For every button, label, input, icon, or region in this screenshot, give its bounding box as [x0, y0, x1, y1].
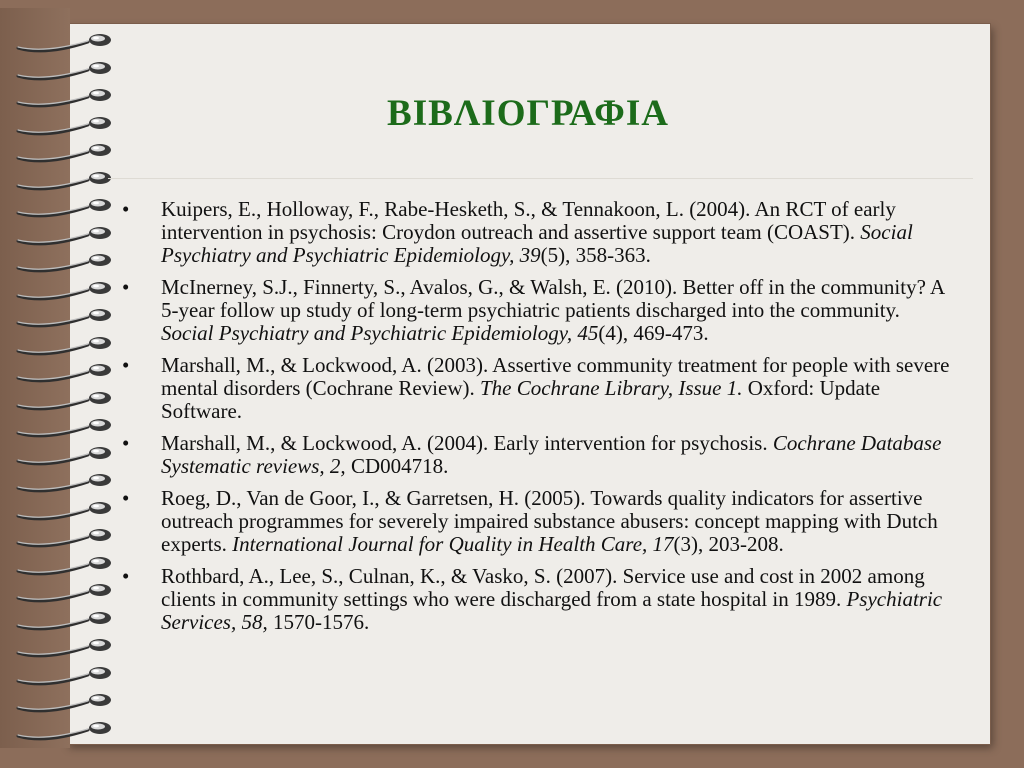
reference-text: Marshall, M., & Lockwood, A. (2003). Assertive community treatment for people with severe mental disorders (Cochrane Review). [161, 353, 950, 400]
spiral-ring-icon [14, 142, 114, 164]
reference-item [114, 354, 954, 423]
spiral-ring-icon [14, 692, 114, 714]
bullet-icon: • [122, 486, 130, 510]
reference-text: Roeg, D., Van de Goor, I., & Garretsen, H. (2005). Towards quality indicators for assertive outreach programmes for severely impaired substance abusers: concept mapping with Dutch experts. [161, 486, 938, 556]
reference-item [114, 565, 954, 634]
spiral-ring-icon [14, 390, 114, 412]
spiral-ring-icon [14, 252, 114, 274]
spiral-ring-icon [14, 527, 114, 549]
spiral-ring-icon [14, 445, 114, 467]
bullet-icon: • [122, 353, 130, 377]
title-divider [108, 178, 973, 179]
spiral-ring-icon [14, 582, 114, 604]
bullet-icon: • [122, 431, 130, 455]
spiral-ring-icon [14, 555, 114, 577]
reference-pages: (4), 469-473. [598, 321, 709, 345]
spiral-ring-icon [14, 472, 114, 494]
reference-journal: Psychiatric Services, 58, [161, 587, 943, 634]
reference-list [114, 198, 954, 643]
spiral-ring-icon [14, 60, 114, 82]
spiral-ring-icon [14, 335, 114, 357]
spiral-ring-icon [14, 665, 114, 687]
reference-journal: Social Psychiatry and Psychiatric Epidemiology, 45 [161, 321, 599, 345]
reference-journal: International Journal for Quality in Health Care, 17 [232, 532, 674, 556]
spiral-ring-icon [14, 225, 114, 247]
spiral-ring-icon [14, 170, 114, 192]
reference-journal: Cochrane Database Systematic reviews, 2, [161, 431, 942, 478]
spiral-ring-icon [14, 362, 114, 384]
spiral-ring-icon [14, 197, 114, 219]
bullet-icon: • [122, 197, 130, 221]
bullet-icon: • [122, 564, 130, 588]
spiral-ring-icon [14, 307, 114, 329]
spiral-ring-icon [14, 417, 114, 439]
spiral-ring-icon [14, 637, 114, 659]
spiral-ring-icon [14, 610, 114, 632]
reference-text: Marshall, M., & Lockwood, A. (2004). Early intervention for psychosis. [161, 431, 773, 455]
reference-item [114, 487, 954, 556]
bullet-icon: • [122, 275, 130, 299]
reference-pages: Oxford: Update Software. [161, 376, 881, 423]
reference-pages: 1570-1576. [267, 610, 370, 634]
reference-item [114, 432, 954, 478]
reference-item [114, 198, 954, 267]
reference-pages: (3), 203-208. [673, 532, 784, 556]
spiral-ring-icon [14, 280, 114, 302]
reference-journal: Social Psychiatry and Psychiatric Epidemiology, 39 [161, 220, 913, 267]
reference-pages: (5), 358-363. [540, 243, 651, 267]
reference-pages: CD004718. [345, 454, 449, 478]
spiral-ring-icon [14, 500, 114, 522]
reference-text: McInerney, S.J., Finnerty, S., Avalos, G., & Walsh, E. (2010). Better off in the community? A 5-year follow up study of long-term psychiatric patients discharged into the community. [161, 275, 944, 322]
reference-journal: The Cochrane Library, Issue 1. [479, 376, 743, 400]
spiral-ring-icon [14, 720, 114, 742]
reference-text: Rothbard, A., Lee, S., Culnan, K., & Vasko, S. (2007). Service use and cost in 2002 among clients in community settings who were discharged from a state hospital in 1989. [161, 564, 925, 611]
page-title: ΒΙΒΛΙΟΓΡΑΦΙΑ [387, 93, 669, 134]
reference-item [114, 276, 954, 345]
reference-text: Kuipers, E., Holloway, F., Rabe-Hesketh, S., & Tennakoon, L. (2004). An RCT of early intervention in psychosis: Croydon outreach and assertive support team (COAST). [161, 197, 896, 244]
spiral-ring-icon [14, 32, 114, 54]
